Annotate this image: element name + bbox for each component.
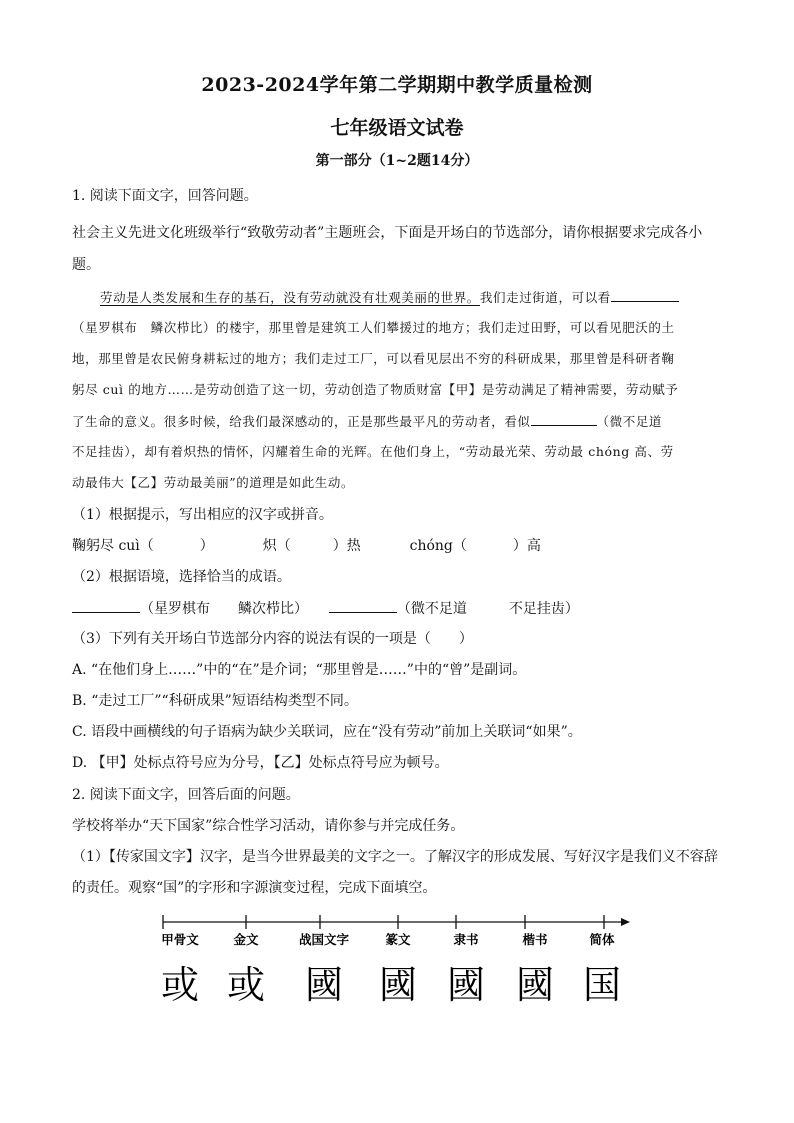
sub2-option-1: （星罗棋布 鳞次栉比） xyxy=(140,601,308,617)
q1-stem: 1. 阅读下面文字，回答问题。 xyxy=(72,188,258,204)
guo-character-glyph: 國 xyxy=(378,963,418,1007)
q2-intro: 学校将举办“天下国家”综合性学习活动，请你参与并完成任务。 xyxy=(72,818,465,834)
passage-line-6: 不足挂齿），却有着炽热的情怀，闪耀着生命的光辉。在他们身上，“劳动最光荣、劳动最 chóng 高、劳 xyxy=(72,444,674,459)
character-evolution-timeline xyxy=(160,912,640,1022)
sub1-item1-b: ） xyxy=(199,538,214,554)
passage-line-5a: 了生命的意义。很多时候，给我们最深感动的，正是那些最平凡的劳动者，看似 xyxy=(72,414,531,429)
q2-task-line2: 的责任。观察“国”的字形和字源演变过程，完成下面填空。 xyxy=(72,880,437,896)
timeline-labels xyxy=(161,932,615,947)
sub2-option-2: （微不足道 不足挂齿） xyxy=(396,601,579,617)
timeline-stage-label: 战国文字 xyxy=(298,932,350,947)
exam-subtitle: 七年级语文试卷 xyxy=(330,117,464,139)
timeline-stage-label: 隶书 xyxy=(453,932,479,947)
passage-line-1 xyxy=(100,287,720,308)
timeline-stage-label: 简体 xyxy=(589,932,615,947)
idiom-blank-1[interactable] xyxy=(611,287,679,302)
part-heading: 第一部分（1~2题14分） xyxy=(315,153,479,169)
passage-line-5 xyxy=(72,411,722,432)
sub2-blank-1[interactable] xyxy=(72,598,140,613)
passage-line-2: （星罗棋布 鳞次栉比）的楼宇，那里曾是建筑工人们攀援过的地方；我们走过田野，可以看见肥沃的土 xyxy=(72,320,675,335)
sub1-item1-a: 鞠躬尽 cuì（ xyxy=(72,538,154,554)
passage-line-1-rest: 我们走过街道，可以看 xyxy=(479,290,611,305)
sub1-item2-b: ）热 xyxy=(332,538,361,554)
sub2-options xyxy=(72,598,722,619)
q2-task-line1: （1）【传家国文字】汉字，是当今世界最美的文字之一。了解汉字的形成发展、写好汉字是我们义不容辞 xyxy=(72,849,718,865)
timeline-stage-label: 篆文 xyxy=(385,932,411,947)
choice-c[interactable]: C. 语段中画横线的句子语病为缺少关联词，应在“没有劳动”前加上关联词“如果”。 xyxy=(72,724,582,740)
passage-line-7: 动最伟大【乙】劳动最美丽”的道理是如此生动。 xyxy=(72,475,355,490)
idiom-blank-2[interactable] xyxy=(531,411,597,426)
sub2-blank-2[interactable] xyxy=(329,598,397,613)
guo-character-glyph: 国 xyxy=(582,963,622,1007)
timeline-stage-label: 甲骨文 xyxy=(161,932,199,947)
guo-character-glyph: 國 xyxy=(515,963,555,1007)
sub1-item3-a: chóng（ xyxy=(409,538,467,554)
sub1-items xyxy=(72,536,722,556)
guo-character-glyph: 或 xyxy=(160,963,200,1007)
choice-d[interactable]: D. 【甲】处标点符号应为分号，【乙】处标点符号应为顿号。 xyxy=(72,755,449,771)
exam-title: 2023-2024学年第二学期期中教学质量检测 xyxy=(201,74,593,96)
passage-line-5b: （微不足道 xyxy=(596,414,663,429)
guo-character-glyph: 國 xyxy=(446,963,486,1007)
guo-character-glyph: 國 xyxy=(304,963,344,1007)
choice-b[interactable]: B. “走过工厂”“科研成果”短语结构类型不同。 xyxy=(72,693,358,709)
timeline-arrow-icon xyxy=(621,918,630,926)
passage-line-3: 地，那里曾是农民俯身耕耘过的地方；我们走过工厂，可以看见层出不穷的科研成果，那里曾是科研者鞠 xyxy=(72,351,675,366)
guo-character-glyph: 或 xyxy=(226,963,266,1007)
q2-stem: 2. 阅读下面文字，回答后面的问题。 xyxy=(72,787,300,803)
sub2-prompt: （2）根据语境，选择恰当的成语。 xyxy=(72,569,291,585)
timeline-stage-label: 楷书 xyxy=(522,932,548,947)
timeline-stage-label: 金文 xyxy=(233,932,259,947)
timeline-glyphs xyxy=(161,963,621,1007)
q1-intro-line1: 社会主义先进文化班级举行“致敬劳动者”主题班会，下面是开场白的节选部分，请你根据要求完成各小 xyxy=(72,225,703,241)
passage-line-4: 躬尽 cuì 的地方……是劳动创造了这一切，劳动创造了物质财富【甲】是劳动满足了精神需要，劳动赋予 xyxy=(72,382,679,397)
q1-intro-line2: 题。 xyxy=(72,257,100,273)
sub1-prompt: （1）根据提示，写出相应的汉字或拼音。 xyxy=(72,507,333,523)
sub3-prompt: （3）下列有关开场白节选部分内容的说法有误的一项是（ ） xyxy=(72,631,473,647)
sub1-item2-a: 炽（ xyxy=(262,538,291,554)
sub1-item3-b: ）高 xyxy=(512,538,541,554)
underlined-sentence: 劳动是人类发展和生存的基石，没有劳动就没有壮观美丽的世界。 xyxy=(100,290,480,305)
choice-a[interactable]: A. “在他们身上……”中的“在”是介词；“那里曾是……”中的“曾”是副词。 xyxy=(72,662,527,678)
